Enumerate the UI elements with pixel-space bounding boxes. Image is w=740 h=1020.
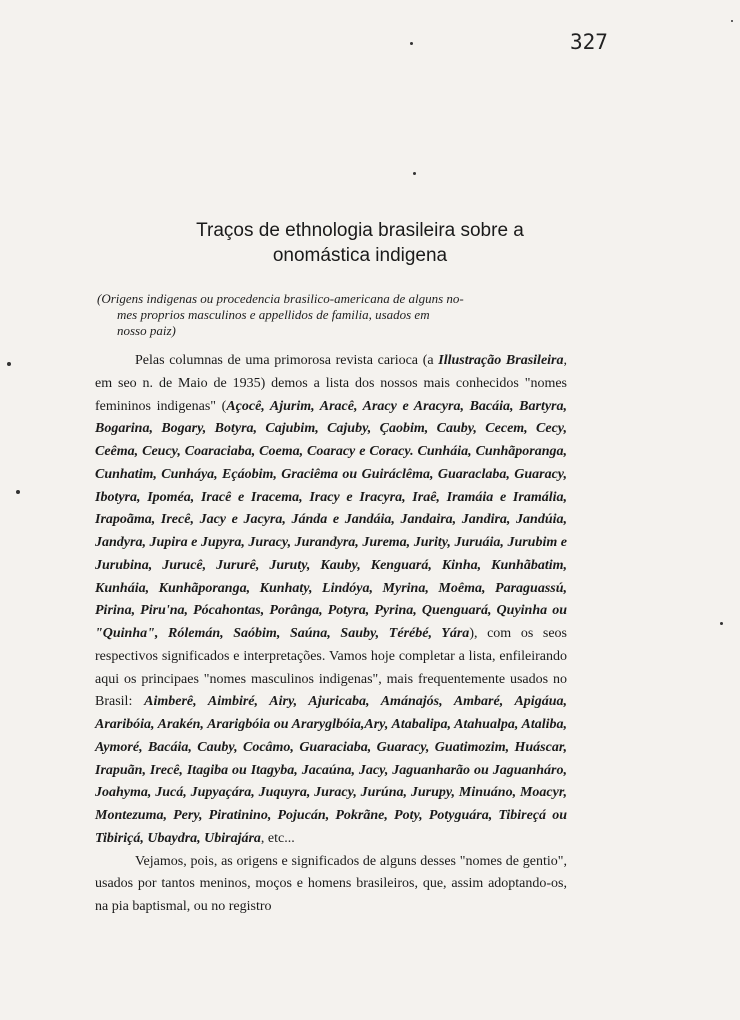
paragraph-1 (95, 350, 567, 851)
scan-speck (16, 490, 20, 494)
paragraph-1-intro: Pelas columnas de uma primorosa revista carioca (a (135, 353, 439, 368)
subtitle-line-2: mes proprios masculinos e appellidos de familia, usados em (117, 307, 430, 322)
scan-speck (720, 622, 723, 625)
subtitle-line-3: nosso paiz) (117, 323, 176, 338)
scan-speck (7, 362, 11, 366)
paragraph-1-end: , etc... (260, 830, 295, 846)
scan-speck (731, 20, 733, 22)
article-body (95, 350, 567, 919)
subtitle-line-1: (Origens indigenas ou procedencia brasilico-americana de alguns no- (97, 291, 464, 306)
feminine-names-list: Açocê, Ajurim, Aracê, Aracy e Aracyra, Bacáia, Bartyra, Bogarina, Bogary, Botyra, Cajubim, Cajuby, Çaobim, Cauby, Cecem, Cecy, Ceêma, Ceucy, Coaraciaba, Coema, Coaracy e Coracy. Cunháia, Cunhãporanga, Cunhatim, Cunháya, Eçáobim, Graciêma ou Guiráclêma, Guaraclaba, Guaracy, Ibotyra, Ipoméa, Iracê e Iracema, Iracy e Iracyra, Iraê, Iramáia e Iramália, Irapoãma, Irecê, Jacy e Jacyra, Jánda e Jandáia, Jandaira, Jandira, Jandúia, Jandyra, Jupira e Jupyra, Juracy, Jurandyra, Jurema, Jurity, Juruáia, Jurubim e Jurubina, Jurucê, Jururê, Juruty, Kauby, Kenguará, Kinha, Kunhãbatim, Kunháia, Kunhãporanga, Kunhaty, Lindóya, Myrina, Moêma, Paraguassú, Pirina, Piru'na, Pócahontas, Porânga, Potyra, Pyrina, Quenguará, Quyinha ou "Quinha", Rólemán, Saóbim, Saúna, Sauby, Térébé, Yára (95, 398, 567, 641)
article-subtitle (97, 291, 567, 339)
masculine-names-list: Aimberê, Aimbiré, Airy, Ajuricaba, Amánajós, Ambaré, Apigáua, Araribóia, Arakén, Ararigbóia ou Araryglbóia,Ary, Atabalipa, Atahualpa, Ataliba, Aymoré, Bacáia, Cauby, Cocâmo, Guaraciaba, Guaracy, Guatimozim, Huáscar, Irapuãn, Irecê, Itagiba ou Itagyba, Jacaúna, Jacy, Jaguanharão ou Jaguanháro, Joahyma, Jucá, Jupyaçára, Juquyra, Juracy, Jurúna, Jurupy, Minuáno, Moacyr, Montezuma, Pery, Piratinino, Pojucán, Pokrãne, Poty, Potyguára, Tibireçá ou Tibiriçá, Ubaydra, Ubirajára (95, 694, 567, 846)
article-title-line-1: Traços de ethnologia brasileira sobre a (196, 220, 524, 241)
article-title-line-2: onomástica indigena (272, 245, 448, 266)
paragraph-2-text: Vejamos, pois, as origens e significados de alguns desses "nomes de gentio", usados por tantos meninos, moços e homens brasileiros, que, assim adoptando-os, na pia baptismal, ou no registro (95, 853, 567, 914)
magazine-name: Illustração Brasileira (438, 353, 564, 368)
paragraph-2 (95, 851, 567, 919)
paragraph-1-text-2: ), com os seos respectivos significados e interpretações. Vamos hoje completar a lista, enfileirando aqui os principaes "nomes masculinos indigenas", mais frequentemente usados no Brasil: (95, 626, 567, 710)
page-number: 327 (570, 30, 608, 54)
scan-speck (410, 42, 413, 45)
scan-speck (413, 172, 416, 175)
paragraph-1-text: , em seo n. de Maio de 1935) demos a lista dos nossos mais conhecidos "nomes femininos indigenas" ( (95, 353, 567, 414)
